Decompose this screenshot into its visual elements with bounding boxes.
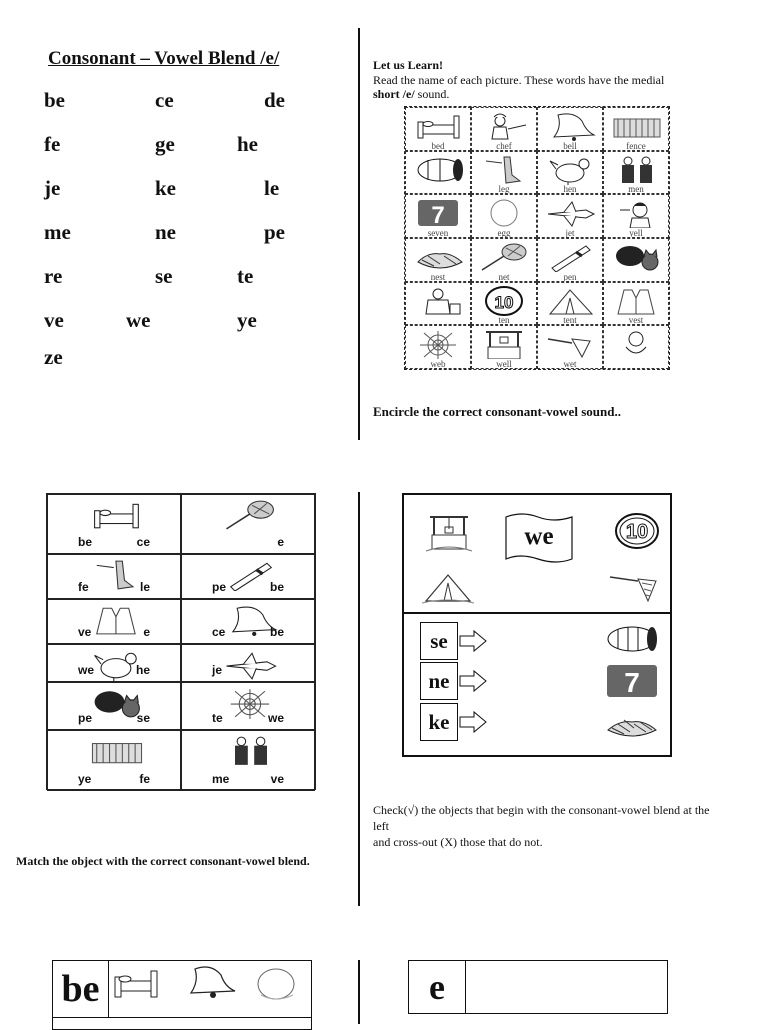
bed-icon xyxy=(111,965,163,1001)
picture-cell xyxy=(603,238,669,282)
match-cell xyxy=(47,554,181,599)
picture-word: wet xyxy=(563,359,577,369)
seven-icon xyxy=(414,198,464,228)
syllable-je: je xyxy=(44,176,61,200)
syllable-re: re xyxy=(44,264,63,288)
picture-cell xyxy=(471,282,537,326)
blend-option-b[interactable]: le xyxy=(139,580,150,594)
leg-icon xyxy=(88,559,146,591)
svg-text:7: 7 xyxy=(431,202,445,229)
vet-icon xyxy=(414,286,464,316)
blend-option-b[interactable]: ce xyxy=(136,535,150,549)
we-banner-text: we xyxy=(524,523,554,550)
picture-word: men xyxy=(628,184,644,195)
picture-word: yell xyxy=(629,228,643,238)
arrow-right-icon xyxy=(458,710,488,734)
pen-icon xyxy=(546,242,596,272)
picture-word: hen xyxy=(563,184,577,195)
web-icon xyxy=(414,329,464,359)
picture-cell xyxy=(471,151,537,195)
syllable-pe: pe xyxy=(264,220,285,244)
bell-icon xyxy=(181,963,237,1001)
fence-icon xyxy=(612,111,662,141)
vest-icon xyxy=(612,286,662,316)
blend-option-b[interactable]: be xyxy=(269,625,284,639)
e-blend-label: e xyxy=(409,961,466,1013)
blend-option-a[interactable]: ce xyxy=(212,625,226,639)
blend-option-a[interactable]: te xyxy=(212,711,223,725)
picture-cell xyxy=(537,282,603,326)
seven-icon xyxy=(606,664,658,698)
hen-icon xyxy=(546,155,596,185)
tent-icon xyxy=(422,569,474,605)
learn-heading: Let us Learn! xyxy=(373,58,443,72)
bed-icon xyxy=(414,111,464,141)
yell-icon xyxy=(612,198,662,228)
nest-icon xyxy=(604,706,660,740)
picture-word: seven xyxy=(427,228,449,238)
picture-word: web xyxy=(430,359,446,369)
well-icon xyxy=(424,513,474,553)
picture-word: bell xyxy=(563,140,577,151)
match-cell xyxy=(181,494,315,554)
picture-word: nest xyxy=(430,271,446,282)
ten-icon xyxy=(480,286,530,316)
picture-cell xyxy=(471,325,537,369)
net-icon xyxy=(608,571,660,605)
divider-bottom xyxy=(358,960,360,1024)
match-cell xyxy=(181,730,315,791)
match-cell xyxy=(181,644,315,682)
wet-icon xyxy=(546,329,596,359)
blend-option-b[interactable]: e xyxy=(277,535,284,549)
blend-option-a[interactable]: pe xyxy=(212,580,227,594)
picture-grid xyxy=(404,106,670,370)
blend-box-se: se xyxy=(420,622,458,660)
syllable-ge: ge xyxy=(155,132,175,156)
blend-box-ke: ke xyxy=(420,703,458,741)
ten-icon xyxy=(614,511,660,551)
blend-option-b[interactable]: fe xyxy=(139,772,150,786)
match-cell xyxy=(47,599,181,644)
picture-cell xyxy=(603,325,669,369)
blend-option-b[interactable]: he xyxy=(135,663,150,677)
picture-word: leg xyxy=(498,184,510,195)
keg-icon xyxy=(604,622,660,656)
svg-text:10: 10 xyxy=(494,292,514,312)
picture-cell xyxy=(471,194,537,238)
picture-cell xyxy=(537,151,603,195)
picture-cell xyxy=(405,325,471,369)
blend-option-b[interactable]: be xyxy=(269,580,284,594)
picture-word: pen xyxy=(563,271,577,282)
fence-icon xyxy=(88,735,146,767)
match-cell xyxy=(47,682,181,730)
e-blend-table xyxy=(408,960,668,1014)
vest-icon xyxy=(88,604,146,636)
jet-icon xyxy=(546,198,596,228)
match-cell xyxy=(181,682,315,730)
picture-word: egg xyxy=(497,228,511,238)
picture-cell xyxy=(537,107,603,151)
blend-option-b[interactable]: se xyxy=(136,711,150,725)
pets-icon xyxy=(612,242,662,272)
picture-cell xyxy=(405,282,471,326)
picture-word: ten xyxy=(498,315,510,326)
blend-option-a[interactable]: pe xyxy=(78,711,93,725)
picture-cell xyxy=(471,238,537,282)
match-cell xyxy=(47,644,181,682)
bed-icon xyxy=(88,499,146,531)
blend-option-a[interactable]: ve xyxy=(78,625,92,639)
syllable-de: de xyxy=(264,88,285,112)
picture-word: vest xyxy=(628,315,644,326)
arrow-right-icon xyxy=(458,629,488,653)
syllable-he: he xyxy=(237,132,258,156)
divider-middle xyxy=(358,492,360,906)
picture-cell xyxy=(603,194,669,238)
syllable-ze: ze xyxy=(44,345,63,369)
svg-text:7: 7 xyxy=(624,667,640,698)
blend-option-b[interactable]: e xyxy=(143,625,150,639)
match-table xyxy=(46,493,316,790)
picture-cell xyxy=(537,238,603,282)
picture-cell xyxy=(471,107,537,151)
blend-box-ne: ne xyxy=(420,662,458,700)
picture-cell xyxy=(537,194,603,238)
well-icon xyxy=(480,329,530,359)
leg-icon xyxy=(480,155,530,185)
match-cell xyxy=(181,554,315,599)
syllable-fe: fe xyxy=(44,132,61,156)
picture-cell xyxy=(405,238,471,282)
egg-icon xyxy=(253,965,299,1003)
picture-cell xyxy=(405,194,471,238)
picture-word: jet xyxy=(565,228,575,238)
blend-option-b[interactable]: we xyxy=(267,711,284,725)
page-title: Consonant – Vowel Blend /e/ xyxy=(48,48,280,69)
picture-word: net xyxy=(498,271,510,282)
match-cell xyxy=(47,494,181,554)
picture-cell xyxy=(603,151,669,195)
picture-cell xyxy=(405,151,471,195)
blend-option-a[interactable]: fe xyxy=(78,580,89,594)
bottom-blend-label: be xyxy=(53,961,109,1017)
syllable-we: we xyxy=(126,308,151,332)
picture-word: tent xyxy=(563,315,577,326)
syllable-ne: ne xyxy=(155,220,176,244)
picture-cell xyxy=(537,325,603,369)
syllable-be: be xyxy=(44,88,65,112)
match-cell xyxy=(47,730,181,791)
learn-description: Read the name of each picture. These words have the medial short /e/ sound. xyxy=(373,73,665,101)
syllable-ke: ke xyxy=(155,176,176,200)
arrow-right-icon xyxy=(458,669,488,693)
match-instruction: Match the object with the correct consonant-vowel blend. xyxy=(16,854,310,868)
bell-icon xyxy=(546,111,596,141)
men-icon xyxy=(222,735,280,767)
picture-cell xyxy=(603,282,669,326)
jet-icon xyxy=(222,649,280,681)
net-icon xyxy=(222,499,280,531)
syllable-te: te xyxy=(237,264,254,288)
encircle-instruction: Encircle the correct consonant-vowel sound.. xyxy=(373,404,621,419)
syllable-ve: ve xyxy=(44,308,64,332)
svg-text:10: 10 xyxy=(625,521,649,543)
picture-word: well xyxy=(496,359,512,369)
syllable-se: se xyxy=(155,264,173,288)
blend-option-a[interactable]: be xyxy=(78,535,93,549)
picture-word: fence xyxy=(626,140,646,151)
syllable-me: me xyxy=(44,220,71,244)
syllable-ce: ce xyxy=(155,88,174,112)
tent-icon xyxy=(546,286,596,316)
check-divider xyxy=(404,612,670,614)
blend-option-b[interactable]: ve xyxy=(270,772,284,786)
nest-icon xyxy=(414,242,464,272)
keg-icon xyxy=(414,155,464,185)
bottom-blend-table xyxy=(52,960,312,1030)
net-icon xyxy=(480,242,530,272)
picture-word: bed xyxy=(431,140,445,151)
divider-top xyxy=(358,28,360,440)
blend-option-a[interactable]: je xyxy=(212,663,223,677)
blend-option-a[interactable]: we xyxy=(78,663,95,677)
men-icon xyxy=(612,155,662,185)
egg-icon xyxy=(480,198,530,228)
picture-cell xyxy=(405,107,471,151)
syllable-le: le xyxy=(264,176,280,200)
yell2-icon xyxy=(612,329,662,359)
blend-option-a[interactable]: me xyxy=(212,772,230,786)
we-banner xyxy=(504,511,574,563)
picture-word: chef xyxy=(496,140,512,151)
picture-cell xyxy=(603,107,669,151)
match-cell xyxy=(181,599,315,644)
chef-icon xyxy=(480,111,530,141)
syllable-ye: ye xyxy=(237,308,257,332)
check-instruction: Check(√) the objects that begin with the consonant-vowel blend at the left and cross-out (X) those that do not. xyxy=(373,803,710,849)
blend-option-a[interactable]: ye xyxy=(78,772,92,786)
